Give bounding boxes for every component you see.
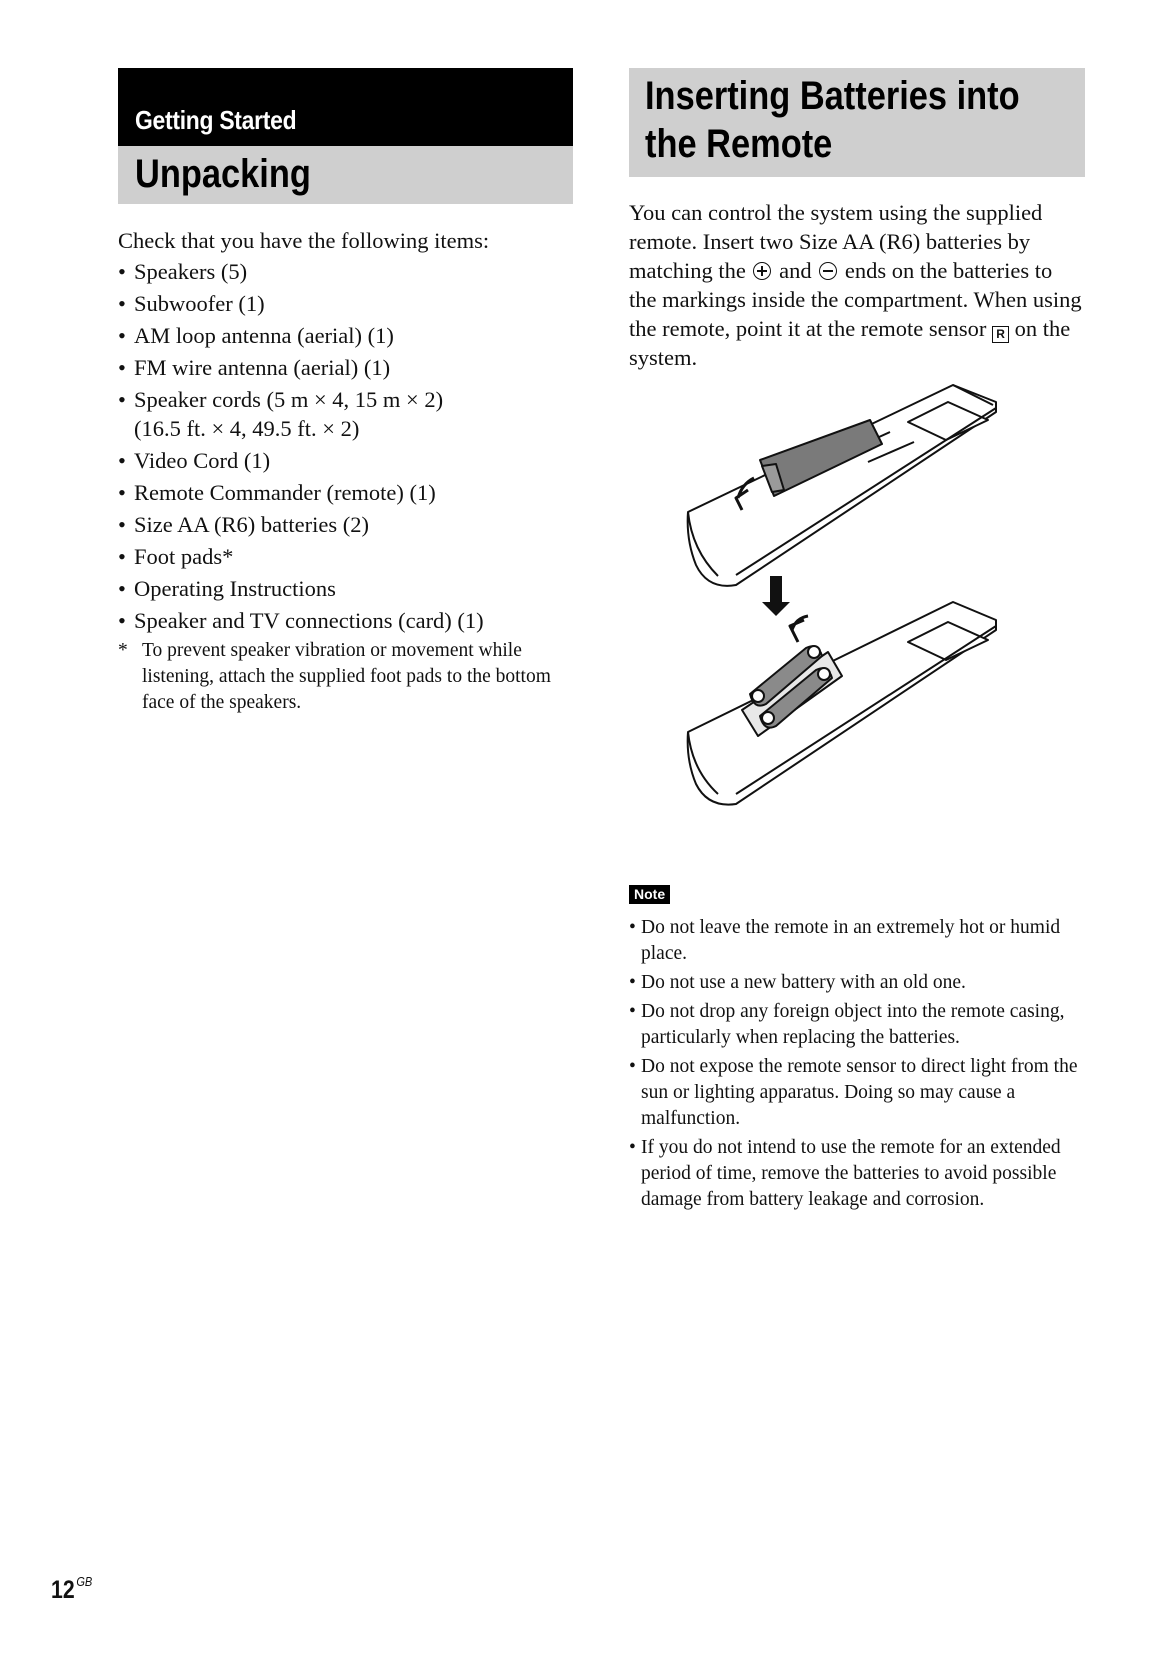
section-label: Getting Started xyxy=(135,105,297,135)
footnote xyxy=(118,638,573,716)
batteries-section xyxy=(629,68,1085,372)
list-item: • Foot pads* xyxy=(118,542,573,571)
notes-list xyxy=(629,915,1089,1216)
list-item xyxy=(118,385,573,443)
list-item: • Speaker and TV connections (card) (1) xyxy=(118,606,573,635)
remote-open-illustration xyxy=(688,602,996,805)
remote-with-cover-illustration xyxy=(688,385,996,586)
remote-sensor-icon: R xyxy=(992,326,1009,343)
list-item-text: Speaker cords (5 m × 4, 15 m × 2) xyxy=(134,387,444,412)
note-item: • Do not drop any foreign object into the remote casing, particularly when replacing the batteries. xyxy=(629,999,1089,1051)
list-item: • FM wire antenna (aerial) (1) xyxy=(118,353,573,382)
unpacking-section xyxy=(118,68,573,716)
note-item: • Do not expose the remote sensor to direct light from the sun or lighting apparatus. Doing so may cause a malfunction. xyxy=(629,1054,1089,1132)
list-item-text-cont: (16.5 ft. × 4, 49.5 ft. × 2) xyxy=(134,416,360,441)
batteries-heading-line2: the Remote xyxy=(645,122,833,166)
list-item: • Speakers (5) xyxy=(118,257,573,286)
note-item: • Do not use a new battery with an old one. xyxy=(629,970,1089,996)
minus-icon xyxy=(819,262,837,280)
page-number-value: 12 xyxy=(51,1576,75,1604)
body-text-2: ends on the batteries to the markings inside the compartment. When using the remote, point it at the remote sensor xyxy=(629,258,1082,341)
list-item: • Size AA (R6) batteries (2) xyxy=(118,510,573,539)
unpacking-heading-box xyxy=(118,146,573,204)
list-item: • AM loop antenna (aerial) (1) xyxy=(118,321,573,350)
plus-icon xyxy=(753,262,771,280)
batteries-heading-line1: Inserting Batteries into xyxy=(645,74,1020,118)
note-item: • If you do not intend to use the remote for an extended period of time, remove the batteries to avoid possible damage from battery leakage and corrosion. xyxy=(629,1135,1089,1213)
batteries-heading-box xyxy=(629,68,1085,177)
body-text-and: and xyxy=(779,258,812,283)
unpacking-heading: Unpacking xyxy=(135,152,311,196)
body-text-3: on the system. xyxy=(629,316,1071,370)
section-bar xyxy=(118,68,573,146)
list-item: • Subwoofer (1) xyxy=(118,289,573,318)
note-item: • Do not leave the remote in an extremely hot or humid place. xyxy=(629,915,1089,967)
items-list xyxy=(118,257,573,635)
page-number-suffix: GB xyxy=(76,1574,93,1589)
footnote-mark: * xyxy=(118,640,128,661)
unpacking-intro: Check that you have the following items: xyxy=(118,228,490,253)
page-number xyxy=(51,1574,92,1605)
footnote-text: To prevent speaker vibration or movement while listening, attach the supplied foot pads to the bottom face of the speakers. xyxy=(142,640,551,713)
note-badge: Note xyxy=(629,885,670,904)
remote-battery-illustration xyxy=(678,380,1008,840)
list-item: • Remote Commander (remote) (1) xyxy=(118,478,573,507)
batteries-body xyxy=(629,198,1085,372)
down-arrow-icon xyxy=(762,576,790,616)
list-item: • Operating Instructions xyxy=(118,574,573,603)
body-text-1: You can control the system using the supplied remote. Insert two Size AA (R6) batteries by matching the xyxy=(629,200,1043,283)
list-item: • Video Cord (1) xyxy=(118,446,573,475)
